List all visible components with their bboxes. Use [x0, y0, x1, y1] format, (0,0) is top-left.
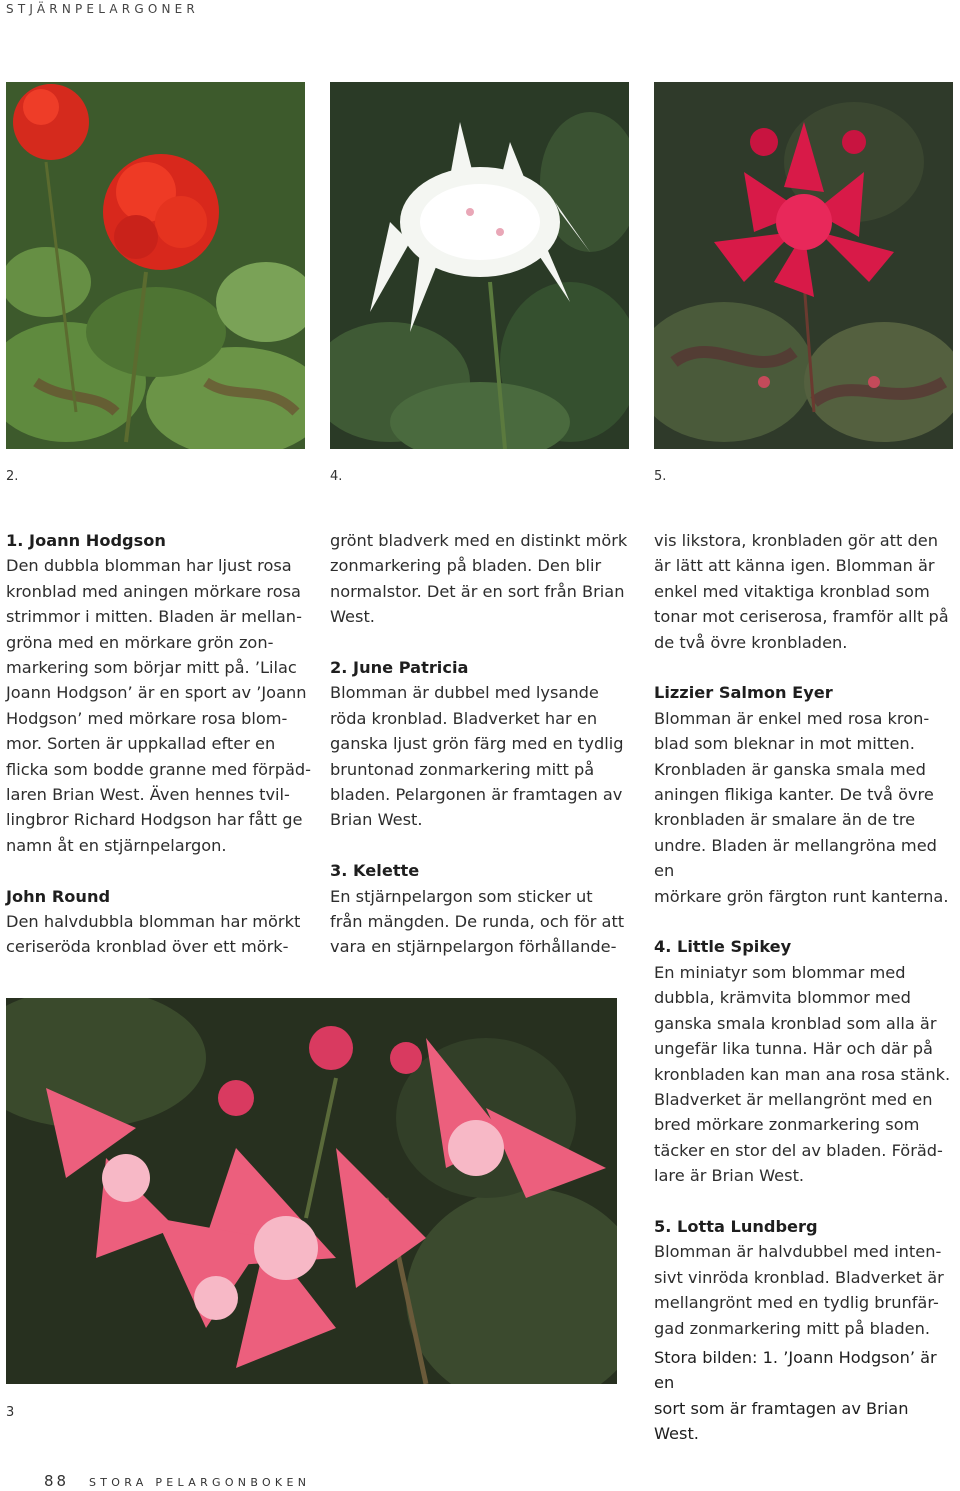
- crimson-star-geranium-photo: [654, 82, 953, 449]
- entry-line: Hodgson’ med mörkare rosa blom-: [6, 708, 288, 728]
- entry-line: Blomman är dubbel med lysande: [330, 683, 599, 703]
- text-column-1: [6, 528, 316, 985]
- entry-line: tonar mot ceriserosa, framför allt på: [654, 607, 949, 627]
- entry-line: vara en stjärnpelargon förhållande-: [330, 937, 617, 957]
- entry-line: enkel med vitaktiga kronblad som: [654, 581, 930, 601]
- entry-line: ganska ljust grön färg med en tydlig: [330, 734, 624, 754]
- photo-white-geranium: [330, 82, 629, 449]
- entry-lotta-lundberg: [654, 1214, 954, 1341]
- page-number: 88: [44, 1472, 70, 1490]
- entry-line: bred mörkare zonmarkering som: [654, 1115, 920, 1135]
- photo-crimson-geranium: [654, 82, 953, 449]
- entry-john-round: [6, 884, 316, 960]
- entry-line: röda kronblad. Bladverket har en: [330, 708, 598, 728]
- entry-kelette: [330, 858, 640, 960]
- book-title: STORA PELARGONBOKEN: [89, 1476, 311, 1489]
- photo-number-4: 4.: [330, 469, 343, 484]
- entry-line: West.: [330, 607, 375, 627]
- entry-line: En miniatyr som blommar med: [654, 962, 906, 982]
- entry-title: Lizzier Salmon Eyer: [654, 683, 833, 703]
- entry-june-patricia: [330, 655, 640, 833]
- entry-john-round-cont: [330, 528, 640, 630]
- entry-title: 2. June Patricia: [330, 658, 469, 678]
- text-column-3: [654, 528, 954, 1366]
- photo-pink-geranium-large: [6, 998, 617, 1384]
- entry-line: namn åt en stjärnpelargon.: [6, 835, 227, 855]
- entry-line: Den dubbla blomman har ljust rosa: [6, 556, 292, 576]
- entry-line: ganska smala kronblad som alla är: [654, 1013, 937, 1033]
- photo-number-2: 2.: [6, 469, 19, 484]
- entry-lizzier-salmon-eyer: [654, 680, 954, 909]
- entry-line: markering som börjar mitt på. ’Lilac: [6, 658, 297, 678]
- entry-line: undre. Bladen är mellangröna med en: [654, 835, 937, 881]
- entry-line: sivt vinröda kronblad. Bladverket är: [654, 1267, 944, 1287]
- entry-line: grönt bladverk med en distinkt mörk: [330, 531, 628, 550]
- entry-line: Blomman är halvdubbel med inten-: [654, 1242, 942, 1262]
- entry-line: Blomman är enkel med rosa kron-: [654, 708, 930, 728]
- photo-red-geranium: [6, 82, 305, 449]
- entry-line: flicka som bodde granne med förpäd-: [6, 759, 312, 779]
- entry-line: Kronbladen är ganska smala med: [654, 759, 926, 779]
- entry-line: ungefär lika tunna. Här och där på: [654, 1039, 933, 1059]
- entry-line: strimmor i mitten. Bladen är mellan-: [6, 607, 302, 627]
- entry-line: kronbladen är smalare än de tre: [654, 810, 916, 830]
- entry-line: Brian West.: [330, 810, 423, 830]
- entry-little-spikey: [654, 934, 954, 1188]
- entry-line: vis likstora, kronbladen gör att den: [654, 531, 938, 550]
- entry-line: dubbla, krämvita blommor med: [654, 988, 911, 1008]
- entry-line: kronblad med aningen mörkare rosa: [6, 581, 301, 601]
- white-star-geranium-photo: [330, 82, 629, 449]
- entry-line: bruntonad zonmarkering mitt på: [330, 759, 595, 779]
- entry-line: täcker en stor del av bladen. Föräd-: [654, 1140, 943, 1160]
- entry-line: mörkare grön färgton runt kanterna.: [654, 886, 949, 906]
- entry-joann-hodgson: [6, 528, 316, 858]
- entry-line: mellangrönt med en tydlig brunfär-: [654, 1293, 939, 1313]
- entry-line: blad som bleknar in mot mitten.: [654, 734, 915, 754]
- text-column-2: [330, 528, 640, 985]
- photo-number-5: 5.: [654, 469, 667, 484]
- entry-line: Joann Hodgson’ är en sport av ’Joann: [6, 683, 307, 703]
- running-head: STJÄRNPELARGONER: [6, 2, 199, 16]
- entry-line: de två övre kronbladen.: [654, 632, 848, 652]
- entry-kelette-cont: [654, 528, 954, 655]
- entry-line: är lätt att känna igen. Blomman är: [654, 556, 935, 576]
- caption-line: Stora bilden: 1. ’Joann Hodgson’ är en: [654, 1348, 937, 1393]
- caption-line: sort som är framtagen av Brian West.: [654, 1398, 909, 1444]
- entry-title: 1. Joann Hodgson: [6, 531, 166, 550]
- entry-line: ceriseröda kronblad över ett mörk-: [6, 937, 289, 957]
- entry-line: En stjärnpelargon som sticker ut: [330, 886, 593, 906]
- pink-star-geranium-closeup-photo: [6, 998, 617, 1384]
- entry-line: gad zonmarkering mitt på bladen.: [654, 1318, 930, 1338]
- entry-title: 4. Little Spikey: [654, 937, 792, 957]
- entry-line: kronbladen kan man ana rosa stänk.: [654, 1064, 951, 1084]
- entry-title: 3. Kelette: [330, 861, 420, 881]
- red-double-geranium-photo: [6, 82, 305, 449]
- entry-line: bladen. Pelargonen är framtagen av: [330, 785, 623, 805]
- entry-line: lingbror Richard Hodgson har fått ge: [6, 810, 303, 830]
- entry-line: zonmarkering på bladen. Den blir: [330, 556, 602, 576]
- entry-line: från mängden. De runda, och för att: [330, 912, 625, 932]
- entry-line: Den halvdubbla blomman har mörkt: [6, 912, 301, 932]
- entry-line: laren Brian West. Även hennes tvil-: [6, 785, 290, 805]
- entry-title: 5. Lotta Lundberg: [654, 1216, 818, 1236]
- entry-line: lare är Brian West.: [654, 1166, 805, 1186]
- entry-line: Bladverket är mellangrönt med en: [654, 1089, 933, 1109]
- entry-line: mor. Sorten är uppkallad efter en: [6, 734, 276, 754]
- entry-line: gröna med en mörkare grön zon-: [6, 632, 274, 652]
- entry-line: normalstor. Det är en sort från Brian: [330, 581, 625, 601]
- entry-title: John Round: [6, 886, 111, 906]
- entry-line: aningen flikiga kanter. De två övre: [654, 785, 934, 805]
- cover-caption: [654, 1345, 954, 1447]
- photo-number-3: 3: [6, 1405, 15, 1420]
